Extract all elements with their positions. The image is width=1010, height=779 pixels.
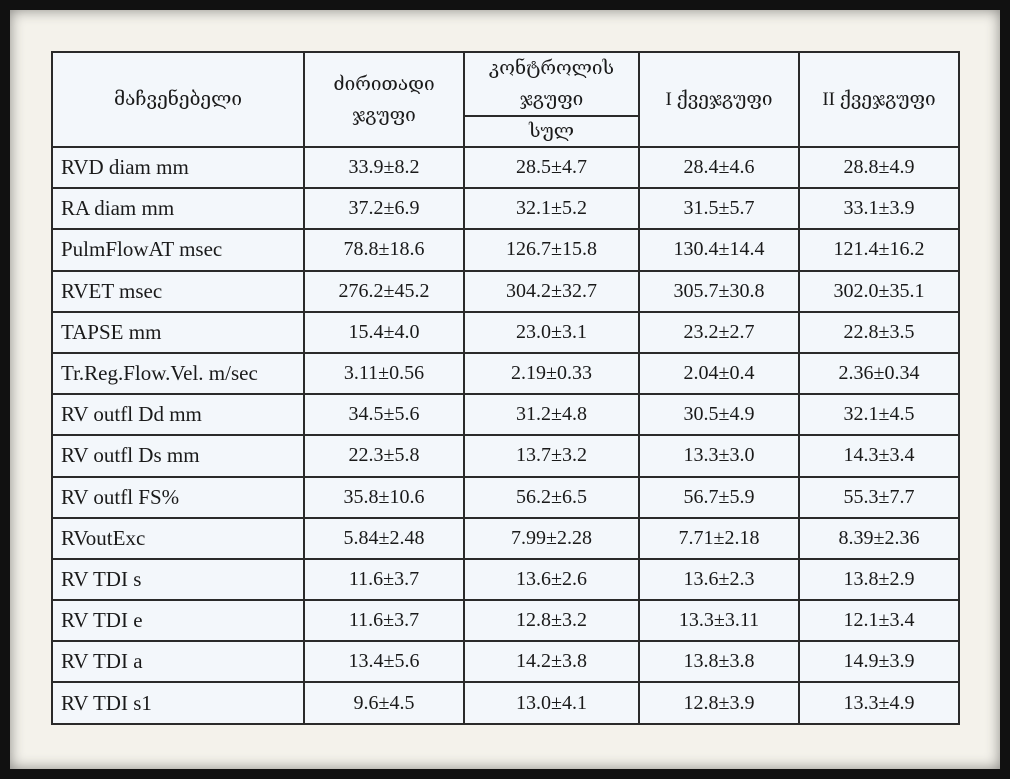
- row-label: RVET msec: [52, 271, 304, 312]
- cell-subgroup-2: 13.3±4.9: [799, 682, 959, 723]
- row-label: Tr.Reg.Flow.Vel. m/sec: [52, 353, 304, 394]
- table-row: [52, 312, 959, 353]
- cell-subgroup-1: 13.6±2.3: [639, 559, 799, 600]
- echo-parameters-table: [51, 51, 960, 725]
- cell-subgroup-1: 13.3±3.11: [639, 600, 799, 641]
- cell-subgroup-1: 130.4±14.4: [639, 229, 799, 270]
- cell-control-group: 13.7±3.2: [464, 435, 639, 476]
- cell-subgroup-1: 28.4±4.6: [639, 147, 799, 188]
- cell-control-group: 7.99±2.28: [464, 518, 639, 559]
- cell-subgroup-2: 2.36±0.34: [799, 353, 959, 394]
- row-label: RV outfl Ds mm: [52, 435, 304, 476]
- row-label: RV outfl FS%: [52, 477, 304, 518]
- row-label: PulmFlowAT msec: [52, 229, 304, 270]
- table-row: [52, 147, 959, 188]
- header-control-total: სულ: [464, 116, 639, 147]
- cell-main-group: 13.4±5.6: [304, 641, 464, 682]
- cell-main-group: 37.2±6.9: [304, 188, 464, 229]
- cell-subgroup-1: 305.7±30.8: [639, 271, 799, 312]
- cell-subgroup-2: 28.8±4.9: [799, 147, 959, 188]
- header-subgroup-2: II ქვეჯგუფი: [799, 52, 959, 147]
- cell-subgroup-1: 56.7±5.9: [639, 477, 799, 518]
- cell-control-group: 23.0±3.1: [464, 312, 639, 353]
- cell-subgroup-2: 12.1±3.4: [799, 600, 959, 641]
- cell-main-group: 5.84±2.48: [304, 518, 464, 559]
- cell-subgroup-2: 33.1±3.9: [799, 188, 959, 229]
- cell-subgroup-2: 121.4±16.2: [799, 229, 959, 270]
- table-row: [52, 600, 959, 641]
- cell-main-group: 33.9±8.2: [304, 147, 464, 188]
- cell-subgroup-2: 55.3±7.7: [799, 477, 959, 518]
- picture-frame: [10, 10, 1000, 769]
- row-label: RVD diam mm: [52, 147, 304, 188]
- table-row: [52, 641, 959, 682]
- table-row: [52, 518, 959, 559]
- cell-control-group: 2.19±0.33: [464, 353, 639, 394]
- cell-subgroup-2: 302.0±35.1: [799, 271, 959, 312]
- cell-subgroup-2: 13.8±2.9: [799, 559, 959, 600]
- cell-control-group: 31.2±4.8: [464, 394, 639, 435]
- table-row: [52, 559, 959, 600]
- cell-control-group: 12.8±3.2: [464, 600, 639, 641]
- cell-control-group: 13.0±4.1: [464, 682, 639, 723]
- table-row: [52, 271, 959, 312]
- cell-control-group: 126.7±15.8: [464, 229, 639, 270]
- cell-subgroup-1: 30.5±4.9: [639, 394, 799, 435]
- row-label: RV TDI e: [52, 600, 304, 641]
- cell-main-group: 22.3±5.8: [304, 435, 464, 476]
- table-row: [52, 477, 959, 518]
- cell-control-group: 304.2±32.7: [464, 271, 639, 312]
- cell-control-group: 13.6±2.6: [464, 559, 639, 600]
- header-control-group: კონტროლის ჯგუფი: [464, 52, 639, 116]
- cell-main-group: 276.2±45.2: [304, 271, 464, 312]
- row-label: TAPSE mm: [52, 312, 304, 353]
- cell-subgroup-1: 7.71±2.18: [639, 518, 799, 559]
- cell-control-group: 28.5±4.7: [464, 147, 639, 188]
- row-label: RVoutExc: [52, 518, 304, 559]
- cell-subgroup-1: 13.3±3.0: [639, 435, 799, 476]
- table-row: [52, 435, 959, 476]
- cell-subgroup-2: 14.9±3.9: [799, 641, 959, 682]
- cell-main-group: 3.11±0.56: [304, 353, 464, 394]
- cell-subgroup-2: 8.39±2.36: [799, 518, 959, 559]
- cell-main-group: 11.6±3.7: [304, 559, 464, 600]
- header-main-group: ძირითადი ჯგუფი: [304, 52, 464, 147]
- row-label: RV TDI s: [52, 559, 304, 600]
- row-label: RV outfl Dd mm: [52, 394, 304, 435]
- row-label: RV TDI a: [52, 641, 304, 682]
- cell-main-group: 35.8±10.6: [304, 477, 464, 518]
- cell-subgroup-1: 2.04±0.4: [639, 353, 799, 394]
- header-indicator: მაჩვენებელი: [52, 52, 304, 147]
- table-row: [52, 682, 959, 723]
- cell-main-group: 78.8±18.6: [304, 229, 464, 270]
- cell-subgroup-1: 23.2±2.7: [639, 312, 799, 353]
- cell-main-group: 11.6±3.7: [304, 600, 464, 641]
- table-body: [52, 147, 959, 724]
- cell-control-group: 32.1±5.2: [464, 188, 639, 229]
- header-subgroup-1: I ქვეჯგუფი: [639, 52, 799, 147]
- cell-subgroup-2: 14.3±3.4: [799, 435, 959, 476]
- cell-main-group: 15.4±4.0: [304, 312, 464, 353]
- table-row: [52, 353, 959, 394]
- row-label: RA diam mm: [52, 188, 304, 229]
- cell-subgroup-2: 32.1±4.5: [799, 394, 959, 435]
- cell-subgroup-1: 13.8±3.8: [639, 641, 799, 682]
- cell-control-group: 14.2±3.8: [464, 641, 639, 682]
- cell-subgroup-1: 12.8±3.9: [639, 682, 799, 723]
- cell-subgroup-1: 31.5±5.7: [639, 188, 799, 229]
- table-row: [52, 229, 959, 270]
- cell-main-group: 9.6±4.5: [304, 682, 464, 723]
- table-row: [52, 394, 959, 435]
- row-label: RV TDI s1: [52, 682, 304, 723]
- cell-subgroup-2: 22.8±3.5: [799, 312, 959, 353]
- cell-control-group: 56.2±6.5: [464, 477, 639, 518]
- cell-main-group: 34.5±5.6: [304, 394, 464, 435]
- table-row: [52, 188, 959, 229]
